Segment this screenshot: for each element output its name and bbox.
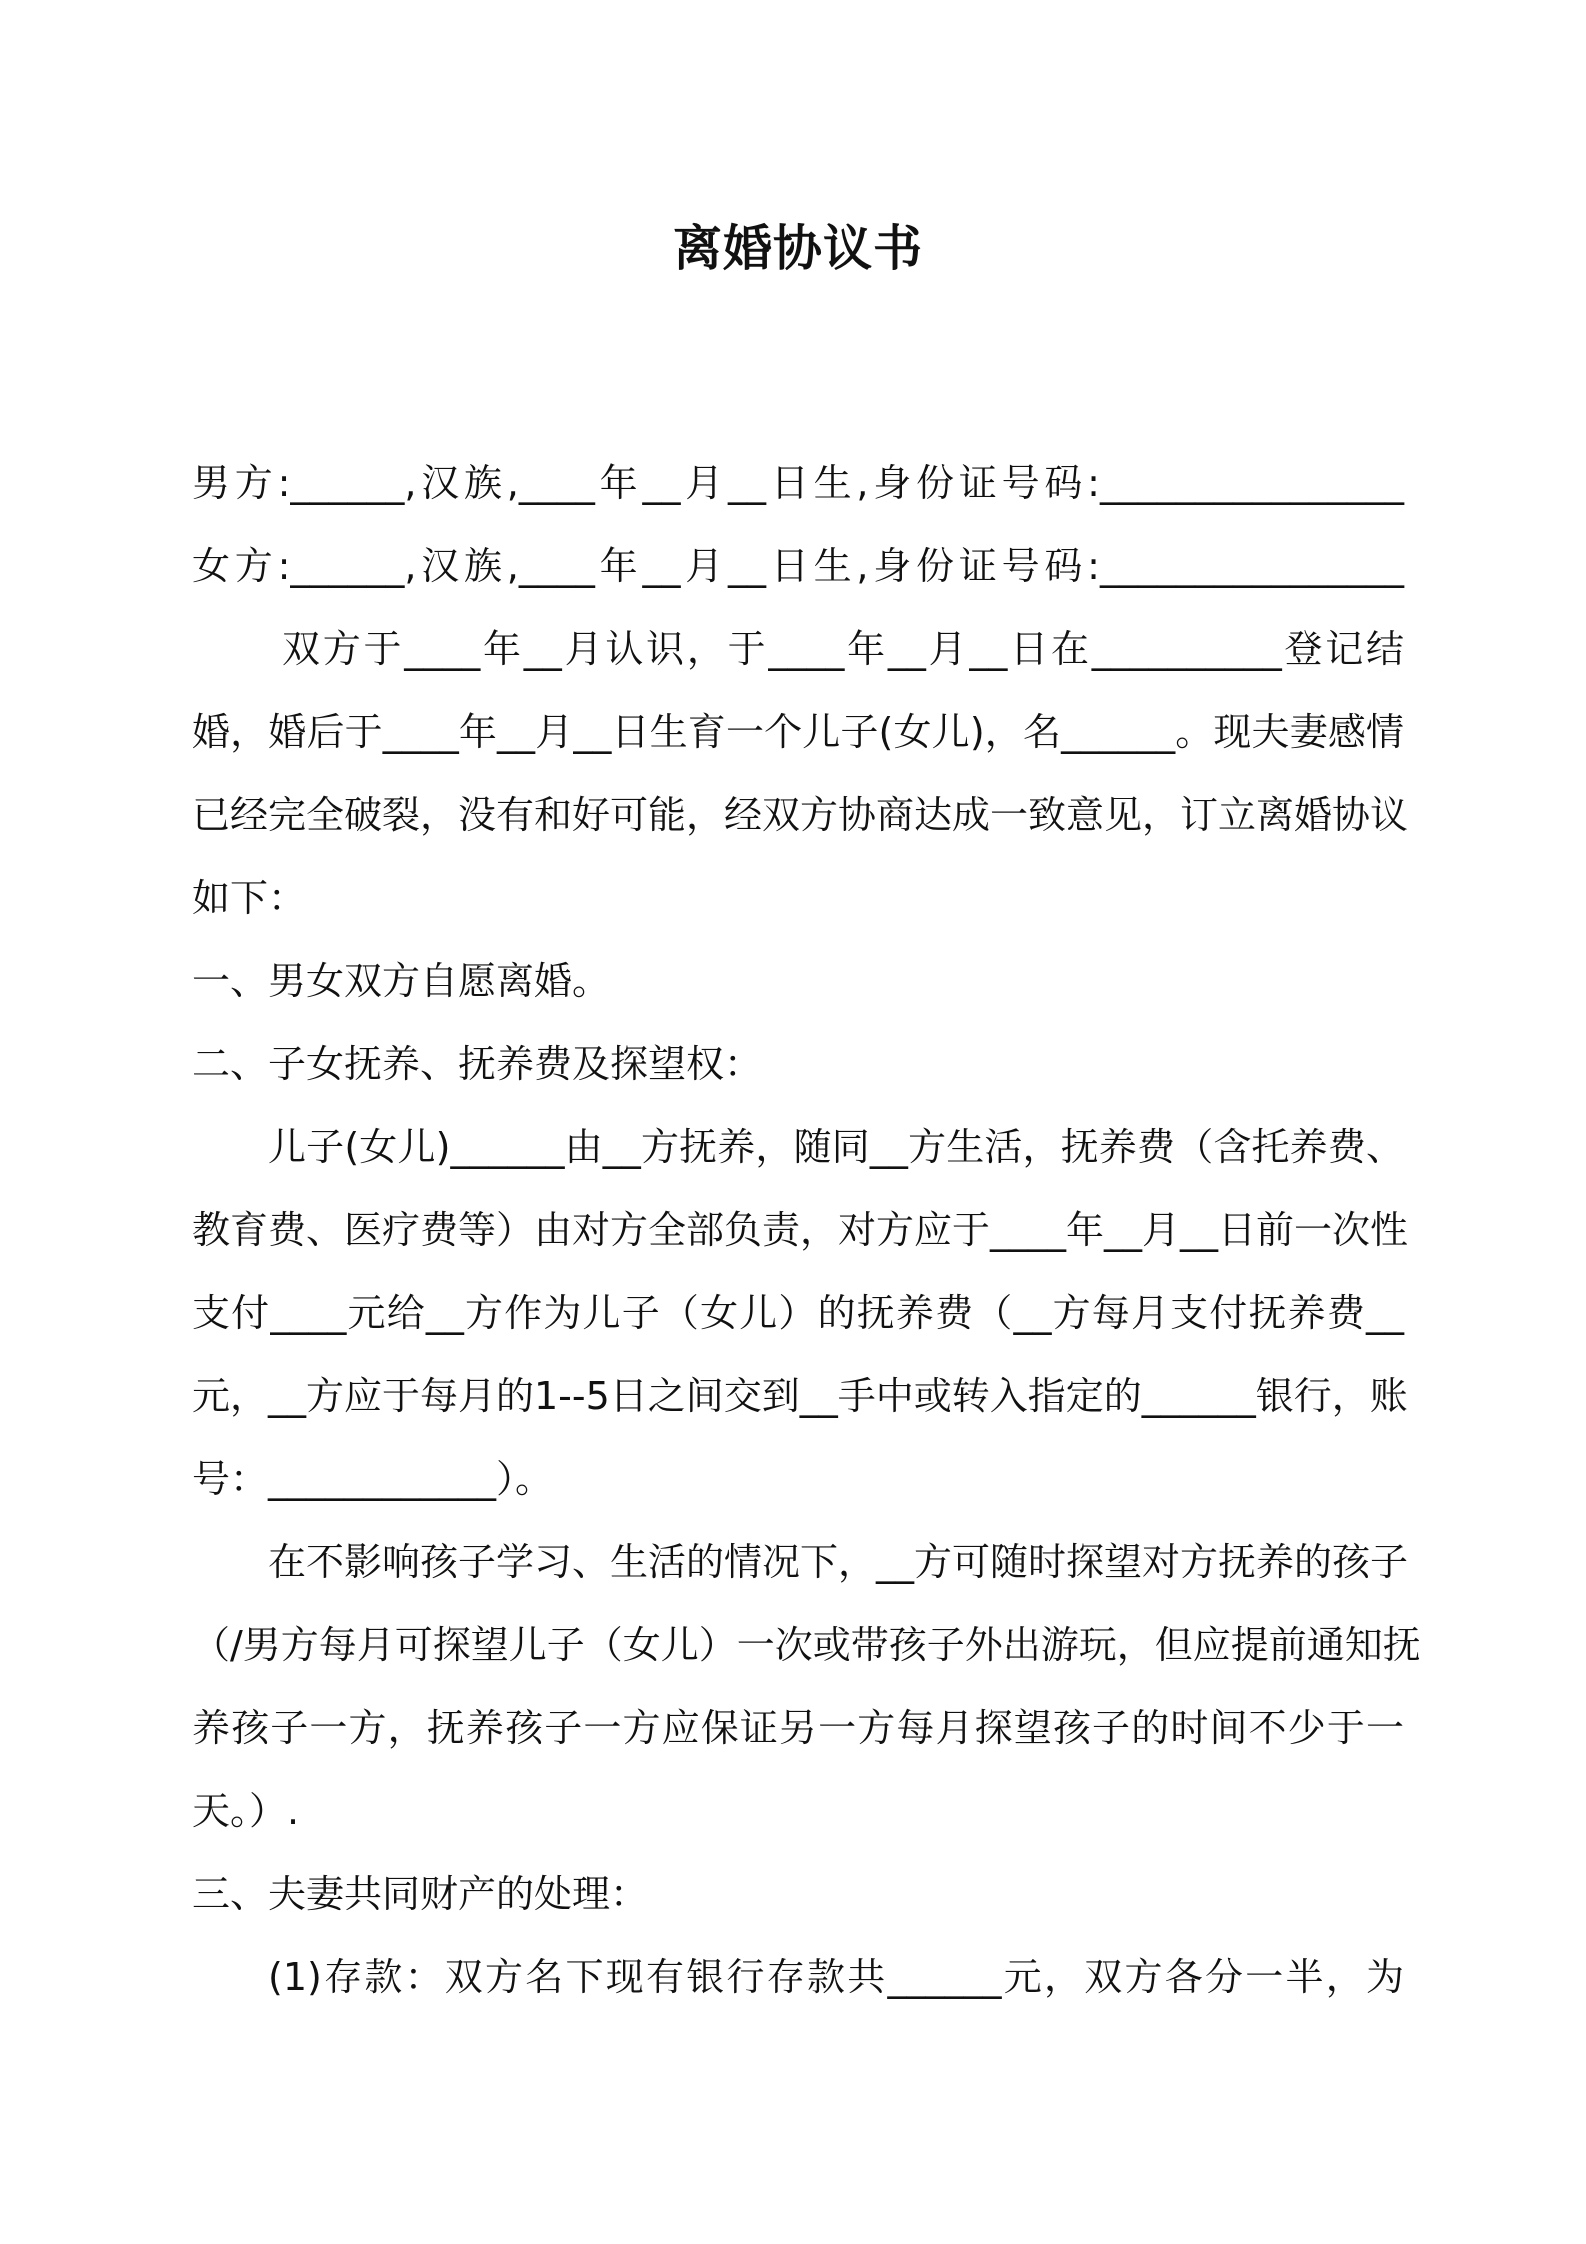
intro-line-1: 双方于____年__月认识，于____年__月__日在__________登记结 [282,627,1404,671]
custody-line-2: 教育费、医疗费等）由对方全部负责，对方应于____年__月__日前一次性 [192,1208,1409,1252]
savings-line-1: (1)存款：双方名下现有银行存款共______元，双方各分一半，为 [268,1955,1404,1999]
intro-line-4: 如下： [192,876,307,920]
custody-line-5: 号：____________）。 [192,1457,554,1501]
male-party-line: 男方:______,汉族,____年__月__日生,身份证号码:________________ [192,461,1404,505]
visitation-line-2: （/男方每月可探望儿子（女儿）一次或带孩子外出游玩，但应提前通知抚 [192,1623,1421,1667]
visitation-line-3: 养孩子一方，抚养孩子一方应保证另一方每月探望孩子的时间不少于一 [192,1706,1404,1750]
visitation-line-1: 在不影响孩子学习、生活的情况下，__方可随时探望对方抚养的孩子 [268,1540,1409,1584]
section-1-heading: 一、男女双方自愿离婚。 [192,959,611,1003]
section-3-heading: 三、夫妻共同财产的处理： [192,1872,649,1916]
custody-line-1: 儿子(女儿)______由__方抚养，随同__方生活，抚养费（含托养费、 [268,1125,1404,1169]
intro-line-2: 婚，婚后于____年__月__日生育一个儿子(女儿)，名______。现夫妻感情 [192,710,1404,754]
custody-line-4: 元，__方应于每月的1--5日之间交到__手中或转入指定的______银行，账 [192,1374,1408,1418]
section-2-heading: 二、子女抚养、抚养费及探望权： [192,1042,763,1086]
visitation-line-4: 天。）. [192,1789,300,1833]
document-title: 离婚协议书 [672,220,923,277]
female-party-line: 女方:______,汉族,____年__月__日生,身份证号码:________________ [192,544,1404,588]
custody-line-3: 支付____元给__方作为儿子（女儿）的抚养费（__方每月支付抚养费__ [192,1291,1404,1335]
document-page [192,0,1421,2244]
intro-line-3: 已经完全破裂，没有和好可能，经双方协商达成一致意见，订立离婚协议 [192,793,1409,837]
